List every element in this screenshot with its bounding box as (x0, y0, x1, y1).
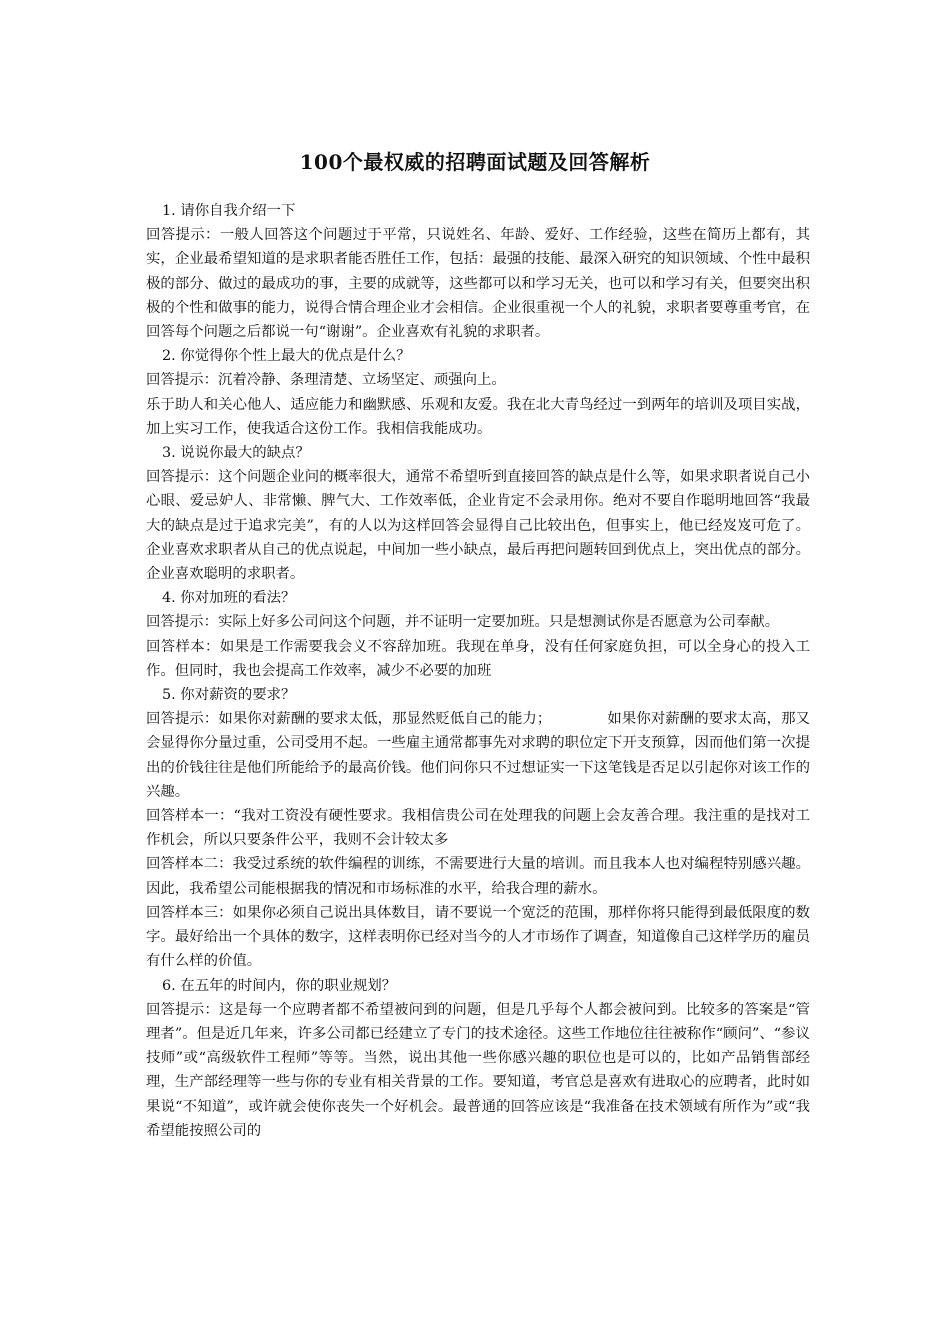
answer-paragraph: 回答样本一：“我对工资没有硬性要求。我相信贵公司在处理我的问题上会友善合理。我注重的是找对工作机会，所以只要条件公平，我则不会计较太多 (146, 808, 810, 849)
answer-paragraph (146, 707, 810, 804)
answer-paragraph: 回答样本三：如果你必须自己说出具体数目，请不要说一个宽泛的范围，那样你将只能得到最低限度的数字。最好给出一个具体的数字，这样表明你已经对当今的人才市场作了调查，知道像自己这样学历的雇员有什么样的价值。 (146, 904, 810, 970)
answer-paragraph: 回答样本：如果是工作需要我会义不容辞加班。我现在单身，没有任何家庭负担，可以全身心的投入工作。但同时，我也会提高工作效率，减少不必要的加班 (146, 638, 810, 679)
question-heading: 2. 你觉得你个性上最大的优点是什么？ (162, 348, 411, 365)
answer-paragraph: 回答提示：一般人回答这个问题过于平常，只说姓名、年龄、爱好、工作经验，这些在简历上都有，其实，企业最希望知道的是求职者能否胜任工作，包括：最强的技能、最深入研究的知识领域、个性中最积极的部分、做过的最成功的事，主要的成就等，这些都可以和学习无关，也可以和学习有关，但要突出积极的个性和做事的能力，说得合情合理企业才会相信。企业很重视一个人的礼貌，求职者要尊重考官，在回答每个问题之后都说一句“谢谢”。企业喜欢有礼貌的求职者。 (146, 227, 810, 341)
document-body (146, 199, 810, 1143)
answer-paragraph: 回答提示：实际上好多公司问这个问题，并不证明一定要加班。只是想测试你是否愿意为公司奉献。 (146, 614, 780, 631)
answer-paragraph: 回答样本二：我受过系统的软件编程的训练，不需要进行大量的培训。而且我本人也对编程特别感兴趣。因此，我希望公司能根据我的情况和市场标准的水平，给我合理的薪水。 (146, 856, 810, 897)
question-heading: 3. 说说你最大的缺点？ (162, 445, 310, 462)
question-heading: 1. 请你自我介绍一下 (162, 203, 296, 219)
question-heading: 4. 你对加班的看法？ (162, 590, 296, 607)
question-heading: 6. 在五年的时间内，你的职业规划？ (162, 977, 397, 994)
answer-paragraph: 回答提示：这是每一个应聘者都不希望被问到的问题，但是几乎每个人都会被问到。比较多的答案是“管理者”。但是近几年来，许多公司都已经建立了专门的技术途径。这些工作地位往往被称作“顾问”、“参议技师”或“高级软件工程师”等等。当然，说出其他一些你感兴趣的职位也是可以的，比如产品销售部经理，生产部经理等一些与你的专业有相关背景的工作。要知道，考官总是喜欢有进取心的应聘者，此时如果说“不知道”，或许就会使你丧失一个好机会。最普通的回答应该是“我准备在技术领域有所作为”或“我希望能按照公司的 (146, 1001, 810, 1139)
question-heading: 5. 你对薪资的要求？ (162, 687, 296, 704)
answer-text-before-gap: 回答提示：如果你对薪酬的要求太低，那显然贬低自己的能力； (146, 711, 552, 728)
answer-paragraph: 乐于助人和关心他人、适应能力和幽默感、乐观和友爱。我在北大青鸟经过一到两年的培训及项目实战，加上实习工作，使我适合这份工作。我相信我能成功。 (146, 396, 810, 437)
answer-paragraph: 回答提示：这个问题企业问的概率很大，通常不希望听到直接回答的缺点是什么等，如果求职者说自己小心眼、爱忌妒人、非常懒、脾气大、工作效率低，企业肯定不会录用你。绝对不要自作聪明地回答“我最大的缺点是过于追求完美”，有的人以为这样回答会显得自己比较出色，但事实上，他已经岌岌可危了。企业喜欢求职者从自己的优点说起，中间加一些小缺点，最后再把问题转回到优点上，突出优点的部分。企业喜欢聪明的求职者。 (146, 469, 810, 583)
answer-paragraph: 回答提示：沉着冷静、条理清楚、立场坚定、顽强向上。 (146, 372, 506, 389)
document-title: 100个最权威的招聘面试题及回答解析 (299, 150, 651, 174)
answer-text-after-gap: 如果你对薪酬的要求太高，那又会显得你分量过重，公司受用不起。一些雇主通常都事先对求聘的职位定下开支预算，因而他们第一次提出的价钱往往是他们所能给予的最高价钱。他们问你只不过想证实一下这笔钱是否足以引起你对该工作的兴趣。 (146, 711, 810, 800)
